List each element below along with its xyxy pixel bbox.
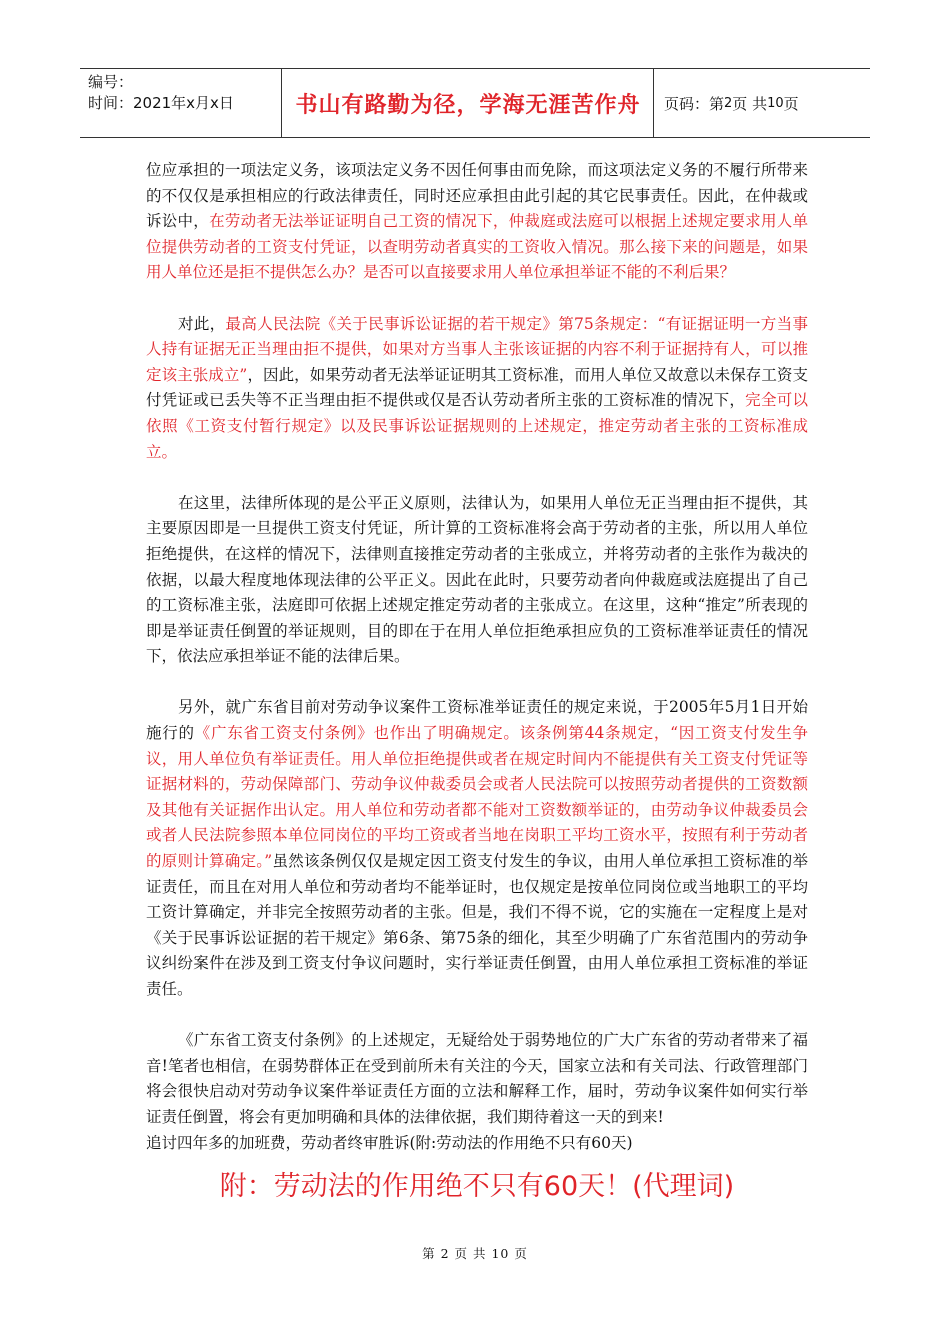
page-label: 页码：第	[664, 94, 725, 113]
paragraph-2	[146, 312, 808, 466]
p1-text: 位应承担的一项法定义务，该项法定义务不因任何事由而免除，而这项法定义务的不履行所带来的不仅仅是承担相应的行政法律责任，同时还应承担由此引起的其它民事责任。因此，在仲裁或诉讼中，	[146, 161, 808, 231]
paragraph-6: 追讨四年多的加班费，劳动者终审胜诉(附:劳动法的作用绝不只有60天)	[146, 1133, 633, 1152]
paragraph-1	[146, 158, 808, 286]
header-motto: 书山有路勤为径，学海无涯苦作舟	[283, 69, 654, 137]
paragraph-3: 在这里，法律所体现的是公平正义原则，法律认为，如果用人单位无正当理由拒不提供，其主要原因即是一旦提供工资支付凭证，所计算的工资标准将会高于劳动者的主张，所以用人单位拒绝提供，在这样的情况下，法律则直接推定劳动者的主张成立，并将劳动者的主张作为裁决的依据，以最大程度地体现法律的公平正义。因此在此时，只要劳动者向仲裁庭或法庭提出了自己的工资标准主张，法庭即可依据上述规定推定劳动者的主张成立。在这里，这种“推定”所表现的即是举证责任倒置的举证规则，目的即在于在用人单位拒绝承担应负的工资标准举证责任的情况下，依法应承担举证不能的法律后果。	[146, 493, 808, 666]
page-number: 2	[724, 95, 733, 111]
p2-text-b: ，因此，如果劳动者无法举证证明其工资标准，而用人单位又故意以未保存工资支付凭证或已丢失等不正当理由拒不提供或仅是否认劳动者所主张的工资标准的情况下，	[146, 365, 808, 410]
page-footer: 第 2 页 共 10 页	[422, 1246, 528, 1261]
header-page-info	[654, 69, 870, 137]
page-end: 页	[783, 94, 799, 113]
p4-highlight: 《广东省工资支付条例》也作出了明确规定。该条例第44条规定，“因工资支付发生争议，用人单位负有举证责任。用人单位拒绝提供或者在规定时间内不能提供有关工资支付凭证等证据材料的，劳动保障部门、劳动争议仲裁委员会或者人民法院可以按照劳动者提供的工资数额及其他有关证据作出认定。用人单位和劳动者都不能对工资数额举证的，由劳动争议仲裁委员会或者人民法院参照本单位同岗位的平均工资或者当地在岗职工平均工资水平，按照有利于劳动者的原则计算确定。”	[146, 724, 808, 871]
p2-highlight-a: 最高人民法院《关于民事诉讼证据的若干规定》第75条规定：“有证据证明一方当事人持有证据无正当理由拒不提供，如果对方当事人主张该证据的内容不利于证据持有人，可以推定该主张成立”	[146, 314, 808, 384]
paragraph-5: 《广东省工资支付条例》的上述规定，无疑给处于弱势地位的广大广东省的劳动者带来了福音!笔者也相信，在弱势群体正在受到前所未有关注的今天，国家立法和有关司法、行政管理部门将会很快启动对劳动争议案件举证责任方面的立法和解释工作，届时，劳动争议案件如何实行举证责任倒置，将会有更加明确和具体的法律依据，我们期待着这一天的到来!	[146, 1031, 808, 1126]
p2-text-a: 对此，	[178, 314, 226, 333]
paragraph-4	[146, 695, 808, 1002]
page-header	[80, 68, 870, 138]
p1-highlight: 在劳动者无法举证证明自己工资的情况下，仲裁庭或法庭可以根据上述规定要求用人单位提供劳动者的工资支付凭证，以查明劳动者真实的工资收入情况。那么接下来的问题是，如果用人单位还是拒不提供怎么办？是否可以直接要求用人单位承担举证不能的不利后果？	[146, 212, 808, 282]
header-meta	[80, 69, 282, 137]
doc-time-label: 时间：2021年x月x日	[88, 94, 234, 112]
appendix-title: 附：劳动法的作用绝不只有60天！(代理词)	[219, 1171, 735, 1203]
p2-highlight-b: 完全可以依照《工资支付暂行规定》以及民事诉讼证据规则的上述规定，推定劳动者主张的工资标准成立。	[146, 391, 808, 461]
page-mid: 页 共	[732, 94, 768, 113]
document-body	[146, 158, 808, 1203]
p4-text-b: 虽然该条例仅仅是规定因工资支付发生的争议，由用人单位承担工资标准的举证责任，而且在对用人单位和劳动者均不能举证时，也仅规定是按单位同岗位或当地职工的平均工资计算确定，并非完全按照劳动者的主张。但是，我们不得不说，它的实施在一定程度上是对《关于民事诉讼证据的若干规定》第6条、第75条的细化，其至少明确了广东省范围内的劳动争议纠纷案件在涉及到工资支付争议问题时，实行举证责任倒置，由用人单位承担工资标准的举证责任。	[146, 852, 808, 998]
doc-number-label: 编号：	[88, 73, 134, 91]
page-total: 10	[767, 95, 784, 111]
p4-text-a: 另外，就广东省目前对劳动争议案件工资标准举证责任的规定来说，于2005年5月1日开始施行的	[146, 698, 808, 743]
